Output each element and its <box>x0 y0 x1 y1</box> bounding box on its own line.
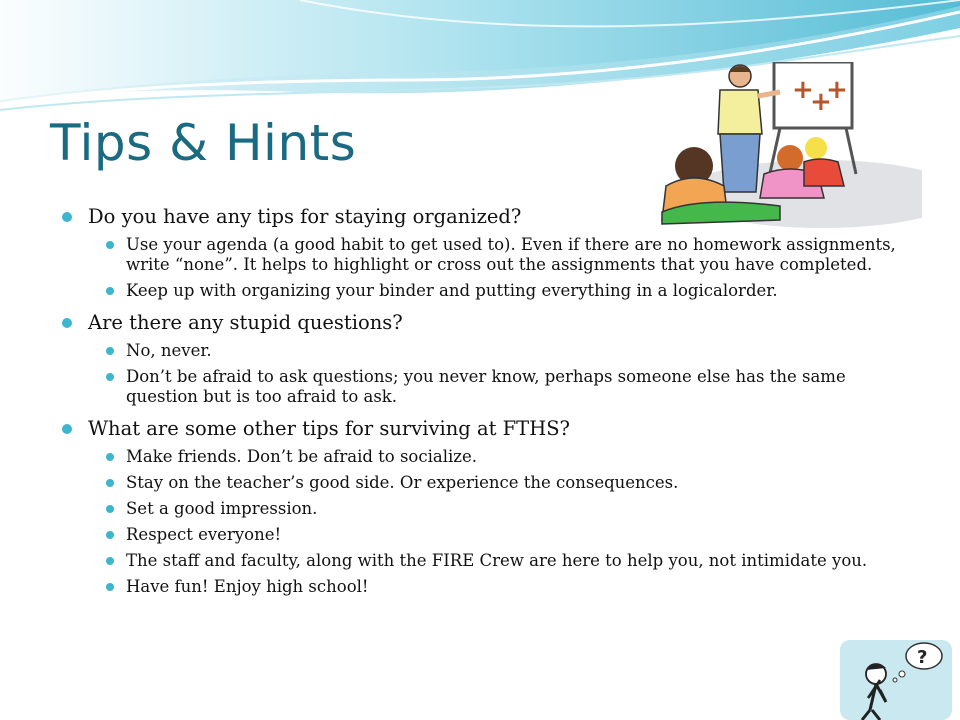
bullet-heading-questions: Are there any stupid questions? <box>62 310 922 335</box>
bullet-item: Respect everyone! <box>106 525 922 545</box>
bullet-item: Keep up with organizing your binder and putting everything in a logicalorder. <box>106 281 922 301</box>
question-mark: ? <box>917 647 928 668</box>
board-symbol: + <box>826 75 848 105</box>
board-symbol: + <box>810 87 832 117</box>
bullet-item: Don’t be afraid to ask questions; you never know, perhaps someone else has the same question but is too afraid to ask. <box>106 367 922 407</box>
bullet-item: Use your agenda (a good habit to get used to). Even if there are no homework assignments, write “none”. It helps to highlight or cross out the assignments that you have completed. <box>106 235 922 275</box>
bullet-content <box>62 204 922 597</box>
thinking-person-question-mark-clipart <box>840 640 952 720</box>
bullet-item: The staff and faculty, along with the FIRE Crew are here to help you, not intimidate you. <box>106 551 922 571</box>
bullet-item: Set a good impression. <box>106 499 922 519</box>
bullet-item: Have fun! Enjoy high school! <box>106 577 922 597</box>
board-symbol: + <box>792 75 814 105</box>
bullet-item: Make friends. Don’t be afraid to socialize. <box>106 447 922 467</box>
bullet-item: Stay on the teacher’s good side. Or experience the consequences. <box>106 473 922 493</box>
bullet-heading-surviving: What are some other tips for surviving at FTHS? <box>62 416 922 441</box>
slide-title: Tips & Hints <box>50 114 357 172</box>
bullet-heading-organized: Do you have any tips for staying organized? <box>62 204 922 229</box>
bullet-item: No, never. <box>106 341 922 361</box>
